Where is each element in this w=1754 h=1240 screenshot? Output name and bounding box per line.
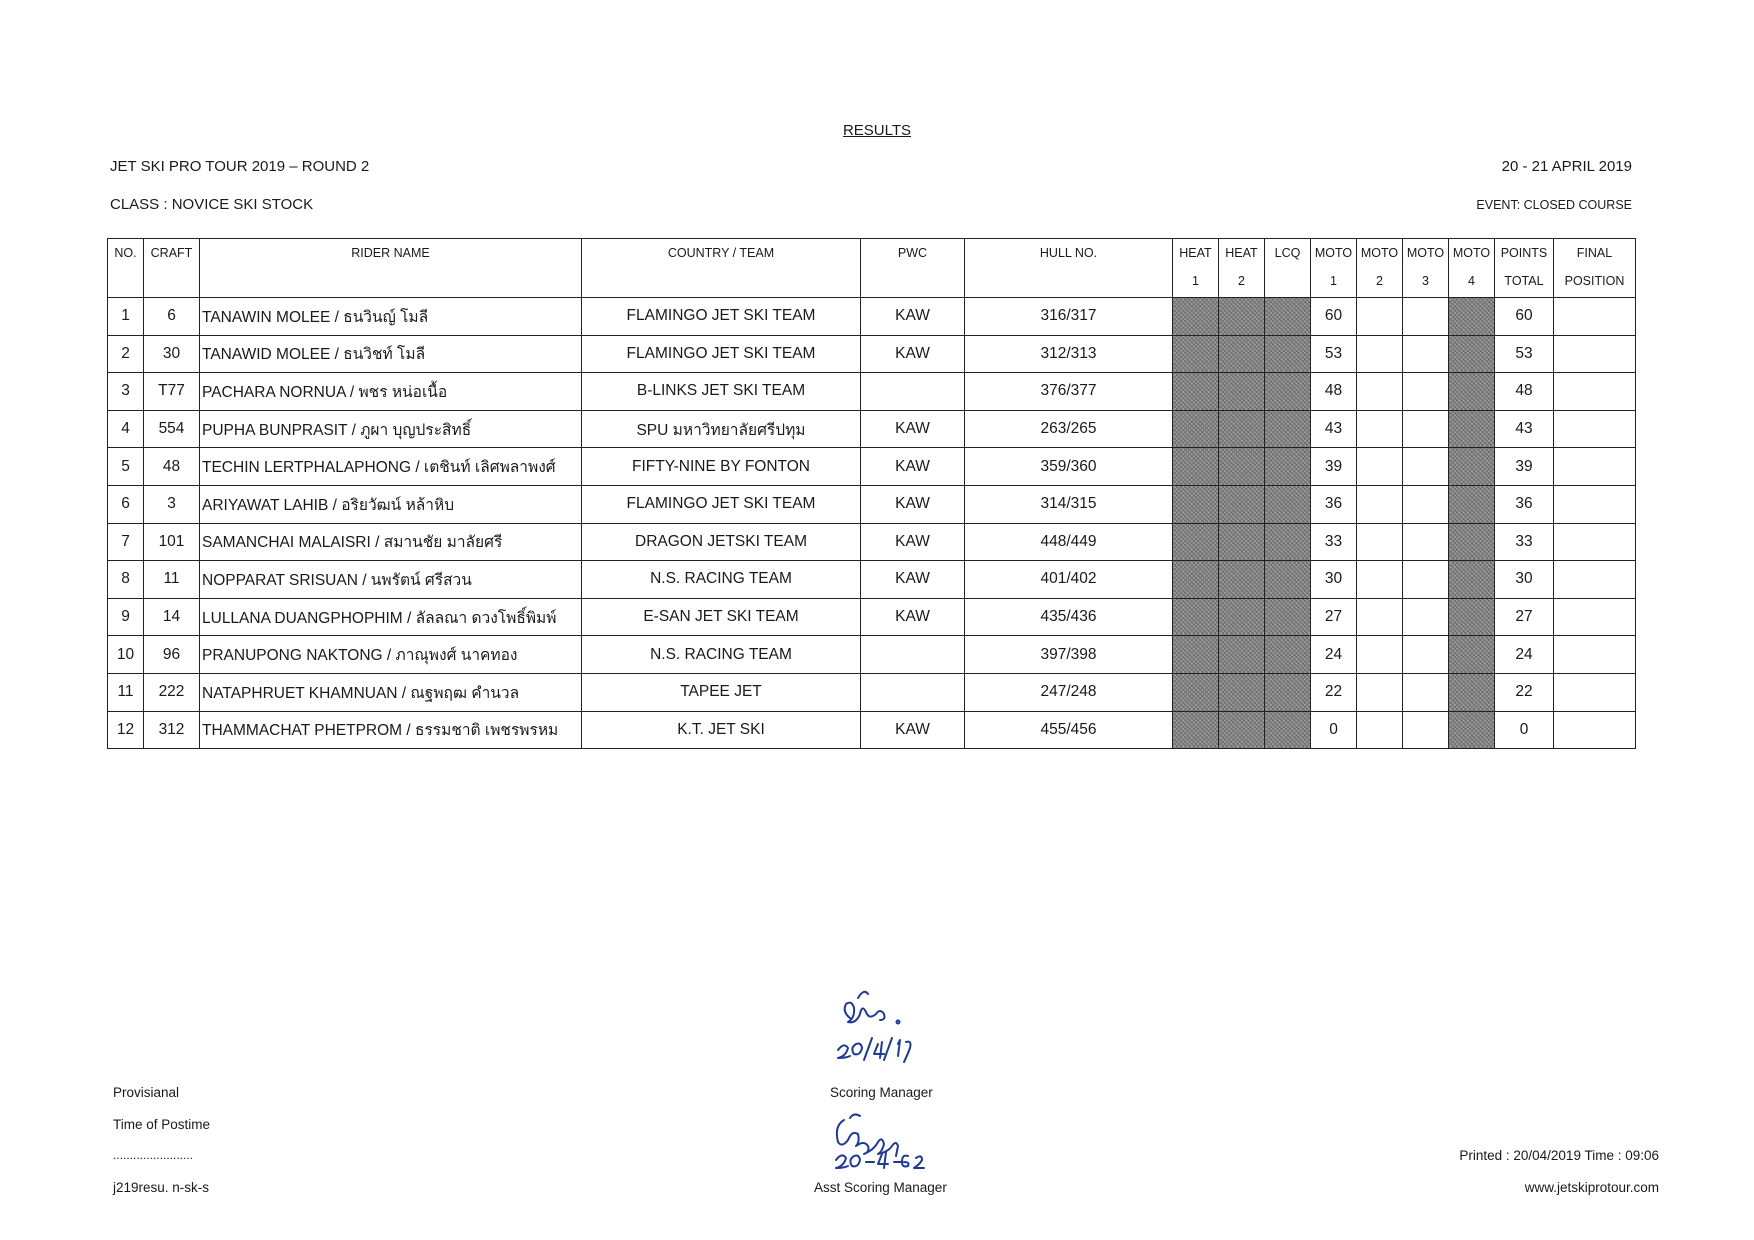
cell-moto-2 — [1357, 598, 1403, 636]
cell-no: 1 — [108, 298, 144, 336]
cell-pwc — [861, 673, 965, 711]
cell-lcq — [1265, 598, 1311, 636]
cell-moto-3 — [1403, 561, 1449, 599]
cell-rider-name: TANAWID MOLEE / ธนวิชท์ โมลี — [200, 335, 582, 373]
cell-final-position — [1554, 711, 1636, 749]
col-header-label: PWC — [897, 246, 928, 260]
cell-heat-2 — [1219, 373, 1265, 411]
cell-country-team: TAPEE JET — [582, 673, 861, 711]
cell-moto-2 — [1357, 636, 1403, 674]
table-row — [108, 485, 1636, 523]
col-header-label: CRAFT — [150, 246, 193, 260]
col-header-sublabel: 4 — [1468, 274, 1475, 288]
cell-points-total: 36 — [1495, 485, 1554, 523]
cell-lcq — [1265, 410, 1311, 448]
col-header-label: LCQ — [1274, 246, 1301, 260]
cell-moto-2 — [1357, 448, 1403, 486]
cell-lcq — [1265, 335, 1311, 373]
event-type: EVENT: CLOSED COURSE — [1476, 198, 1632, 212]
col-header-label: RIDER NAME — [351, 246, 430, 260]
cell-moto-2 — [1357, 298, 1403, 336]
cell-no: 11 — [108, 673, 144, 711]
cell-pwc: KAW — [861, 448, 965, 486]
cell-lcq — [1265, 561, 1311, 599]
cell-moto-4 — [1449, 523, 1495, 561]
event-name: JET SKI PRO TOUR 2019 – ROUND 2 — [110, 158, 370, 175]
cell-pwc: KAW — [861, 523, 965, 561]
cell-heat-1 — [1173, 448, 1219, 486]
cell-no: 8 — [108, 561, 144, 599]
col-header-moto-4 — [1449, 239, 1495, 298]
cell-heat-2 — [1219, 523, 1265, 561]
event-date: 20 - 21 APRIL 2019 — [1501, 158, 1632, 175]
col-header-label: COUNTRY / TEAM — [667, 246, 775, 260]
cell-points-total: 30 — [1495, 561, 1554, 599]
cell-heat-1 — [1173, 485, 1219, 523]
cell-moto-4 — [1449, 410, 1495, 448]
cell-hull-no: 263/265 — [965, 410, 1173, 448]
cell-heat-2 — [1219, 673, 1265, 711]
table-row — [108, 335, 1636, 373]
cell-country-team: N.S. RACING TEAM — [582, 636, 861, 674]
cell-rider-name: NOPPARAT SRISUAN / นพรัตน์ ศรีสวน — [200, 561, 582, 599]
cell-moto-3 — [1403, 485, 1449, 523]
cell-pwc: KAW — [861, 335, 965, 373]
cell-moto-4 — [1449, 448, 1495, 486]
cell-moto-4 — [1449, 711, 1495, 749]
cell-no: 12 — [108, 711, 144, 749]
cell-craft: 6 — [144, 298, 200, 336]
cell-points-total: 53 — [1495, 335, 1554, 373]
col-header-sublabel: TOTAL — [1504, 274, 1544, 288]
cell-moto-4 — [1449, 373, 1495, 411]
cell-heat-1 — [1173, 298, 1219, 336]
cell-pwc: KAW — [861, 485, 965, 523]
cell-moto-2 — [1357, 373, 1403, 411]
cell-country-team: K.T. JET SKI — [582, 711, 861, 749]
cell-country-team: DRAGON JETSKI TEAM — [582, 523, 861, 561]
col-header-sublabel: 1 — [1330, 274, 1337, 288]
cell-moto-4 — [1449, 636, 1495, 674]
cell-lcq — [1265, 373, 1311, 411]
cell-points-total: 48 — [1495, 373, 1554, 411]
cell-moto-3 — [1403, 448, 1449, 486]
cell-hull-no: 397/398 — [965, 636, 1173, 674]
col-header-label: HEAT — [1179, 246, 1212, 260]
cell-moto-4 — [1449, 335, 1495, 373]
cell-country-team: N.S. RACING TEAM — [582, 561, 861, 599]
cell-pwc: KAW — [861, 561, 965, 599]
page-title: RESULTS — [842, 122, 912, 139]
cell-craft: T77 — [144, 373, 200, 411]
cell-final-position — [1554, 598, 1636, 636]
cell-moto-1: 30 — [1311, 561, 1357, 599]
cell-no: 4 — [108, 410, 144, 448]
cell-craft: 30 — [144, 335, 200, 373]
cell-heat-2 — [1219, 711, 1265, 749]
cell-final-position — [1554, 673, 1636, 711]
cell-hull-no: 316/317 — [965, 298, 1173, 336]
cell-craft: 101 — [144, 523, 200, 561]
cell-moto-4 — [1449, 598, 1495, 636]
col-header-label: HULL NO. — [1039, 246, 1098, 260]
cell-points-total: 33 — [1495, 523, 1554, 561]
cell-rider-name: LULLANA DUANGPHOPHIM / ลัลลณา ดวงโพธิ์พิมพ์ — [200, 598, 582, 636]
col-header-points-total — [1495, 239, 1554, 298]
cell-hull-no: 312/313 — [965, 335, 1173, 373]
cell-moto-2 — [1357, 561, 1403, 599]
cell-moto-3 — [1403, 335, 1449, 373]
cell-moto-2 — [1357, 410, 1403, 448]
cell-moto-1: 27 — [1311, 598, 1357, 636]
cell-lcq — [1265, 636, 1311, 674]
col-header-label: MOTO — [1452, 246, 1491, 260]
cell-country-team: B-LINKS JET SKI TEAM — [582, 373, 861, 411]
cell-points-total: 39 — [1495, 448, 1554, 486]
cell-hull-no: 359/360 — [965, 448, 1173, 486]
cell-lcq — [1265, 448, 1311, 486]
cell-country-team: FLAMINGO JET SKI TEAM — [582, 485, 861, 523]
cell-country-team: FIFTY-NINE BY FONTON — [582, 448, 861, 486]
cell-heat-1 — [1173, 598, 1219, 636]
asst-scoring-manager-label: Asst Scoring Manager — [814, 1180, 947, 1195]
cell-heat-2 — [1219, 335, 1265, 373]
cell-heat-2 — [1219, 636, 1265, 674]
cell-rider-name: TECHIN LERTPHALAPHONG / เตชินท์ เลิศพลาพงศ์ — [200, 448, 582, 486]
col-header-hull-no — [965, 239, 1173, 298]
col-header-moto-1 — [1311, 239, 1357, 298]
cell-final-position — [1554, 448, 1636, 486]
cell-heat-2 — [1219, 448, 1265, 486]
table-row — [108, 636, 1636, 674]
cell-rider-name: PRANUPONG NAKTONG / ภาณุพงศ์ นาคทอง — [200, 636, 582, 674]
cell-lcq — [1265, 523, 1311, 561]
cell-pwc — [861, 373, 965, 411]
cell-no: 7 — [108, 523, 144, 561]
cell-no: 5 — [108, 448, 144, 486]
cell-moto-3 — [1403, 673, 1449, 711]
cell-craft: 554 — [144, 410, 200, 448]
col-header-heat-2 — [1219, 239, 1265, 298]
cell-final-position — [1554, 373, 1636, 411]
cell-moto-3 — [1403, 373, 1449, 411]
cell-no: 3 — [108, 373, 144, 411]
col-header-sublabel: 2 — [1376, 274, 1383, 288]
col-header-country-team — [582, 239, 861, 298]
cell-no: 9 — [108, 598, 144, 636]
cell-hull-no: 314/315 — [965, 485, 1173, 523]
cell-moto-3 — [1403, 711, 1449, 749]
scoring-manager-signature — [820, 978, 930, 1078]
col-header-label: HEAT — [1225, 246, 1258, 260]
cell-rider-name: SAMANCHAI MALAISRI / สมานชัย มาลัยศรี — [200, 523, 582, 561]
cell-rider-name: PACHARA NORNUA / พชร หน่อเนื้อ — [200, 373, 582, 411]
col-header-sublabel: 2 — [1238, 274, 1245, 288]
cell-no: 2 — [108, 335, 144, 373]
cell-pwc: KAW — [861, 598, 965, 636]
cell-lcq — [1265, 298, 1311, 336]
col-header-label: MOTO — [1360, 246, 1399, 260]
cell-points-total: 0 — [1495, 711, 1554, 749]
results-body — [108, 298, 1636, 749]
cell-pwc: KAW — [861, 410, 965, 448]
cell-moto-1: 0 — [1311, 711, 1357, 749]
cell-country-team: FLAMINGO JET SKI TEAM — [582, 298, 861, 336]
postime-blank: ........................ — [113, 1148, 194, 1162]
cell-craft: 3 — [144, 485, 200, 523]
cell-moto-3 — [1403, 523, 1449, 561]
cell-hull-no: 247/248 — [965, 673, 1173, 711]
cell-moto-1: 33 — [1311, 523, 1357, 561]
table-row — [108, 448, 1636, 486]
cell-rider-name: NATAPHRUET KHAMNUAN / ณฐพฤฒ คำนวล — [200, 673, 582, 711]
cell-craft: 312 — [144, 711, 200, 749]
cell-moto-1: 60 — [1311, 298, 1357, 336]
cell-heat-1 — [1173, 523, 1219, 561]
cell-final-position — [1554, 561, 1636, 599]
cell-heat-2 — [1219, 298, 1265, 336]
col-header-lcq — [1265, 239, 1311, 298]
cell-hull-no: 435/436 — [965, 598, 1173, 636]
cell-moto-3 — [1403, 298, 1449, 336]
col-header-sublabel: 3 — [1422, 274, 1429, 288]
cell-moto-4 — [1449, 673, 1495, 711]
cell-rider-name: THAMMACHAT PHETPROM / ธรรมชาติ เพชรพรหม — [200, 711, 582, 749]
cell-moto-2 — [1357, 673, 1403, 711]
col-header-final-position — [1554, 239, 1636, 298]
website-url: www.jetskiprotour.com — [1524, 1180, 1659, 1195]
cell-moto-3 — [1403, 636, 1449, 674]
cell-final-position — [1554, 523, 1636, 561]
cell-pwc: KAW — [861, 298, 965, 336]
col-header-moto-2 — [1357, 239, 1403, 298]
cell-moto-2 — [1357, 485, 1403, 523]
cell-rider-name: PUPHA BUNPRASIT / ภูผา บุญประสิทธิ์ — [200, 410, 582, 448]
col-header-label: MOTO — [1406, 246, 1445, 260]
col-header-no — [108, 239, 144, 298]
col-header-label: NO. — [114, 246, 137, 260]
cell-points-total: 60 — [1495, 298, 1554, 336]
cell-heat-2 — [1219, 561, 1265, 599]
cell-heat-2 — [1219, 410, 1265, 448]
cell-rider-name: ARIYAWAT LAHIB / อริยวัฒน์ หล้าหิบ — [200, 485, 582, 523]
class-label: CLASS : NOVICE SKI STOCK — [110, 196, 314, 213]
cell-moto-4 — [1449, 561, 1495, 599]
cell-heat-1 — [1173, 711, 1219, 749]
cell-moto-1: 36 — [1311, 485, 1357, 523]
cell-hull-no: 455/456 — [965, 711, 1173, 749]
cell-moto-3 — [1403, 410, 1449, 448]
cell-moto-2 — [1357, 335, 1403, 373]
cell-moto-1: 22 — [1311, 673, 1357, 711]
cell-moto-3 — [1403, 598, 1449, 636]
cell-craft: 96 — [144, 636, 200, 674]
table-row — [108, 298, 1636, 336]
cell-rider-name: TANAWIN MOLEE / ธนวินญ์ โมลี — [200, 298, 582, 336]
printed-timestamp: Printed : 20/04/2019 Time : 09:06 — [1459, 1148, 1659, 1163]
cell-final-position — [1554, 636, 1636, 674]
cell-moto-4 — [1449, 485, 1495, 523]
table-row — [108, 598, 1636, 636]
cell-country-team: FLAMINGO JET SKI TEAM — [582, 335, 861, 373]
col-header-heat-1 — [1173, 239, 1219, 298]
col-header-pwc — [861, 239, 965, 298]
cell-moto-1: 48 — [1311, 373, 1357, 411]
cell-moto-1: 53 — [1311, 335, 1357, 373]
cell-hull-no: 448/449 — [965, 523, 1173, 561]
cell-lcq — [1265, 485, 1311, 523]
cell-pwc — [861, 636, 965, 674]
cell-final-position — [1554, 298, 1636, 336]
table-row — [108, 373, 1636, 411]
cell-craft: 14 — [144, 598, 200, 636]
cell-points-total: 43 — [1495, 410, 1554, 448]
cell-heat-1 — [1173, 373, 1219, 411]
cell-hull-no: 401/402 — [965, 561, 1173, 599]
scoring-manager-label: Scoring Manager — [830, 1085, 933, 1100]
col-header-sublabel: POSITION — [1564, 274, 1625, 288]
cell-hull-no: 376/377 — [965, 373, 1173, 411]
cell-moto-2 — [1357, 711, 1403, 749]
cell-moto-1: 39 — [1311, 448, 1357, 486]
table-row — [108, 410, 1636, 448]
file-code: j219resu. n-sk-s — [113, 1180, 210, 1195]
table-header-row — [108, 239, 1636, 298]
cell-points-total: 24 — [1495, 636, 1554, 674]
cell-moto-1: 24 — [1311, 636, 1357, 674]
cell-moto-1: 43 — [1311, 410, 1357, 448]
col-header-rider-name — [200, 239, 582, 298]
cell-moto-2 — [1357, 523, 1403, 561]
cell-points-total: 27 — [1495, 598, 1554, 636]
col-header-craft — [144, 239, 200, 298]
cell-heat-2 — [1219, 598, 1265, 636]
cell-heat-1 — [1173, 673, 1219, 711]
cell-no: 10 — [108, 636, 144, 674]
cell-lcq — [1265, 673, 1311, 711]
asst-manager-signature — [820, 1108, 930, 1178]
time-of-postime-label: Time of Postime — [113, 1117, 211, 1132]
cell-final-position — [1554, 410, 1636, 448]
col-header-moto-3 — [1403, 239, 1449, 298]
cell-heat-1 — [1173, 335, 1219, 373]
results-table — [107, 238, 1636, 749]
cell-moto-4 — [1449, 298, 1495, 336]
table-row — [108, 711, 1636, 749]
cell-no: 6 — [108, 485, 144, 523]
col-header-sublabel: 1 — [1192, 274, 1199, 288]
col-header-label: FINAL — [1576, 246, 1613, 260]
table-row — [108, 561, 1636, 599]
cell-final-position — [1554, 335, 1636, 373]
cell-craft: 222 — [144, 673, 200, 711]
cell-craft: 11 — [144, 561, 200, 599]
provisional-label: Provisianal — [113, 1085, 180, 1100]
table-row — [108, 673, 1636, 711]
cell-heat-2 — [1219, 485, 1265, 523]
cell-final-position — [1554, 485, 1636, 523]
cell-heat-1 — [1173, 410, 1219, 448]
cell-heat-1 — [1173, 561, 1219, 599]
cell-pwc: KAW — [861, 711, 965, 749]
col-header-label: POINTS — [1500, 246, 1548, 260]
cell-country-team: E-SAN JET SKI TEAM — [582, 598, 861, 636]
table-row — [108, 523, 1636, 561]
cell-heat-1 — [1173, 636, 1219, 674]
cell-country-team: SPU มหาวิทยาลัยศรีปทุม — [582, 410, 861, 448]
cell-points-total: 22 — [1495, 673, 1554, 711]
col-header-label: MOTO — [1314, 246, 1353, 260]
cell-lcq — [1265, 711, 1311, 749]
cell-craft: 48 — [144, 448, 200, 486]
